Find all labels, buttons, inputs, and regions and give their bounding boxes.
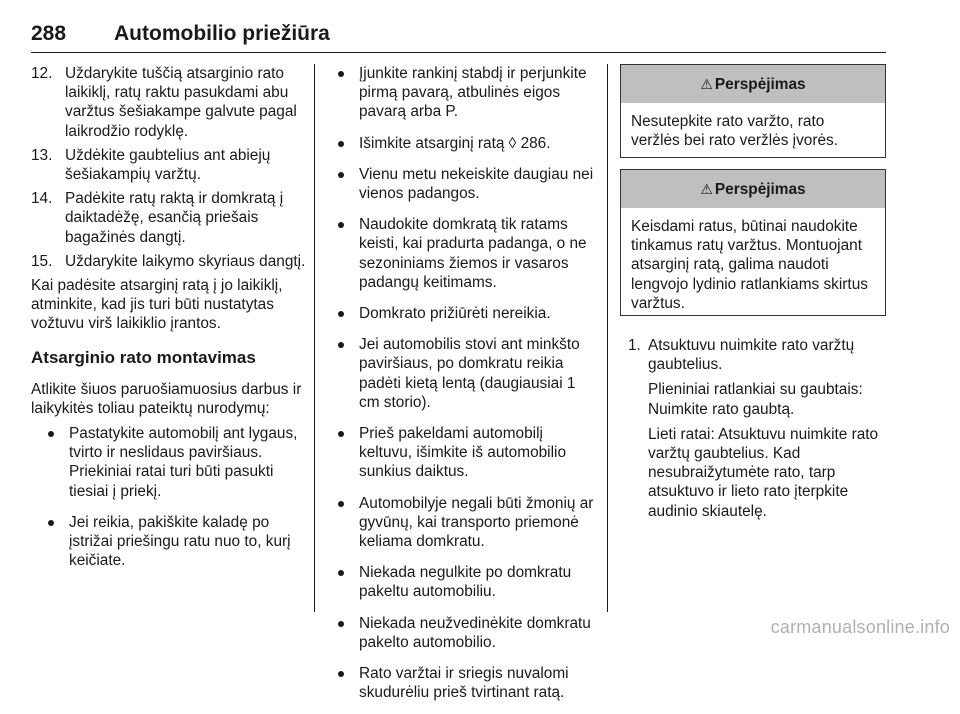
page-header bbox=[31, 0, 886, 53]
bullet-icon bbox=[338, 222, 344, 228]
bullet-list bbox=[31, 424, 306, 570]
page-title: Automobilio priežiūra bbox=[114, 22, 330, 45]
intro-paragraph: Atlikite šiuos paruošiamuosius darbus ir laikykitės toliau pateiktų nurodymų: bbox=[31, 380, 302, 417]
list-item: Naudokite domkratą tik ratams keisti, kai pradurta padanga, o ne sezoniniams žiemos ir vasaros padangų keitimams. bbox=[329, 215, 597, 292]
warning-text: Nesutepkite rato varžto, rato veržlės bei rato veržlės įvorės. bbox=[631, 113, 838, 150]
step-item: 15. Uždarykite laikymo skyriaus dangtį. bbox=[31, 252, 306, 270]
bullet-icon bbox=[338, 431, 344, 437]
step-item: 14. Padėkite ratų raktą ir domkratą į daiktadėžę, esančią priešais bagažinės dangtį. bbox=[31, 190, 284, 246]
step-item: 1. Atsuktuvu nuimkite rato varžtų gaubtelius. Plieniniai ratlankiai su gaubtais: Nuimkite rato gaubtą. Lieti ratai: Atsuktuvu nuimkite rato varžtų gaubtelius. Kad nesubraižytumėte rato, tarp atsuktuvo ir lieto rato įterpkite audinio skiautelę. bbox=[628, 337, 879, 520]
section-heading: Atsarginio rato montavimas bbox=[31, 347, 256, 367]
bullet-icon bbox=[338, 71, 344, 77]
bullet-icon bbox=[338, 141, 344, 147]
list-item: Domkrato prižiūrėti nereikia. bbox=[329, 304, 597, 323]
bullet-icon bbox=[48, 520, 54, 526]
bullet-list bbox=[329, 64, 597, 702]
list-item: Niekada neužvedinėkite domkratu pakelto automobilio. bbox=[329, 614, 597, 652]
warning-header: ⚠ Perspėjimas bbox=[621, 65, 885, 103]
warning-box bbox=[620, 64, 886, 158]
list-item: Jei automobilis stovi ant minkšto paviršiaus, po domkratu reikia padėti kietą lentą (daugiausiai 1 cm storio). bbox=[329, 335, 597, 412]
warning-triangle-icon: ⚠ bbox=[700, 76, 713, 92]
warning-text: Keisdami ratus, būtinai naudokite tinkamus ratų varžtus. Montuojant atsarginį ratą, galima naudoti lengvojo lydinio ratlankiams skirtus varžtus. bbox=[631, 218, 868, 312]
list-item: Prieš pakeldami automobilį keltuvu, išimkite iš automobilio sunkius daiktus. bbox=[329, 424, 597, 482]
column-middle bbox=[329, 64, 597, 714]
bullet-icon bbox=[338, 671, 344, 677]
watermark: carmanualsonline.info bbox=[770, 617, 950, 637]
bullet-icon bbox=[338, 501, 344, 507]
bullet-icon bbox=[338, 311, 344, 317]
list-item: Vienu metu nekeiskite daugiau nei vienos padangos. bbox=[329, 165, 597, 203]
list-item: Automobilyje negali būti žmonių ar gyvūnų, kai transporto priemonė keliama domkratu. bbox=[329, 494, 597, 552]
bullet-icon bbox=[338, 621, 344, 627]
page-number: 288 bbox=[31, 22, 67, 45]
step-item: 12. Uždarykite tuščią atsarginio rato laikiklį, ratų raktu pasukdami abu varžtus šešiakampe galvute pagal laikrodžio rodyklę. bbox=[31, 65, 297, 140]
column-divider bbox=[314, 64, 315, 612]
warning-triangle-icon: ⚠ bbox=[700, 181, 713, 197]
list-item: Jei reikia, pakiškite kaladę po įstrižai priešingu ratu nuo to, kurį keičiate. bbox=[31, 513, 306, 571]
bullet-icon bbox=[48, 431, 54, 437]
list-item: Rato varžtai ir sriegis nuvalomi skudurėliu prieš tvirtinant ratą. bbox=[329, 664, 597, 702]
list-item: Išimkite atsarginį ratą ◊ 286. bbox=[329, 134, 597, 153]
bullet-icon bbox=[338, 172, 344, 178]
note-paragraph: Kai padėsite atsarginį ratą į jo laikiklį, atminkite, kad jis turi būti nustatytas vožtuvu virš laikiklio įrantos. bbox=[31, 277, 283, 333]
warning-header: ⚠ Perspėjimas bbox=[621, 170, 885, 208]
list-item: Įjunkite rankinį stabdį ir perjunkite pirmą pavarą, atbulinės eigos pavarą arba P. bbox=[329, 64, 597, 122]
column-divider bbox=[607, 64, 608, 612]
step-list bbox=[620, 336, 886, 521]
bullet-icon bbox=[338, 570, 344, 576]
step-list bbox=[31, 64, 306, 271]
warning-box bbox=[620, 169, 886, 316]
list-item: Pastatykite automobilį ant lygaus, tvirto ir neslidaus paviršiaus. Priekiniai ratai turi būti pasukti tiesiai į priekį. bbox=[31, 424, 306, 501]
bullet-icon bbox=[338, 342, 344, 348]
step-item: 13. Uždėkite gaubtelius ant abiejų šešiakampių varžtų. bbox=[31, 146, 271, 184]
list-item: Niekada negulkite po domkratu pakeltu automobiliu. bbox=[329, 563, 597, 601]
column-left bbox=[31, 64, 306, 582]
column-right bbox=[620, 64, 886, 527]
